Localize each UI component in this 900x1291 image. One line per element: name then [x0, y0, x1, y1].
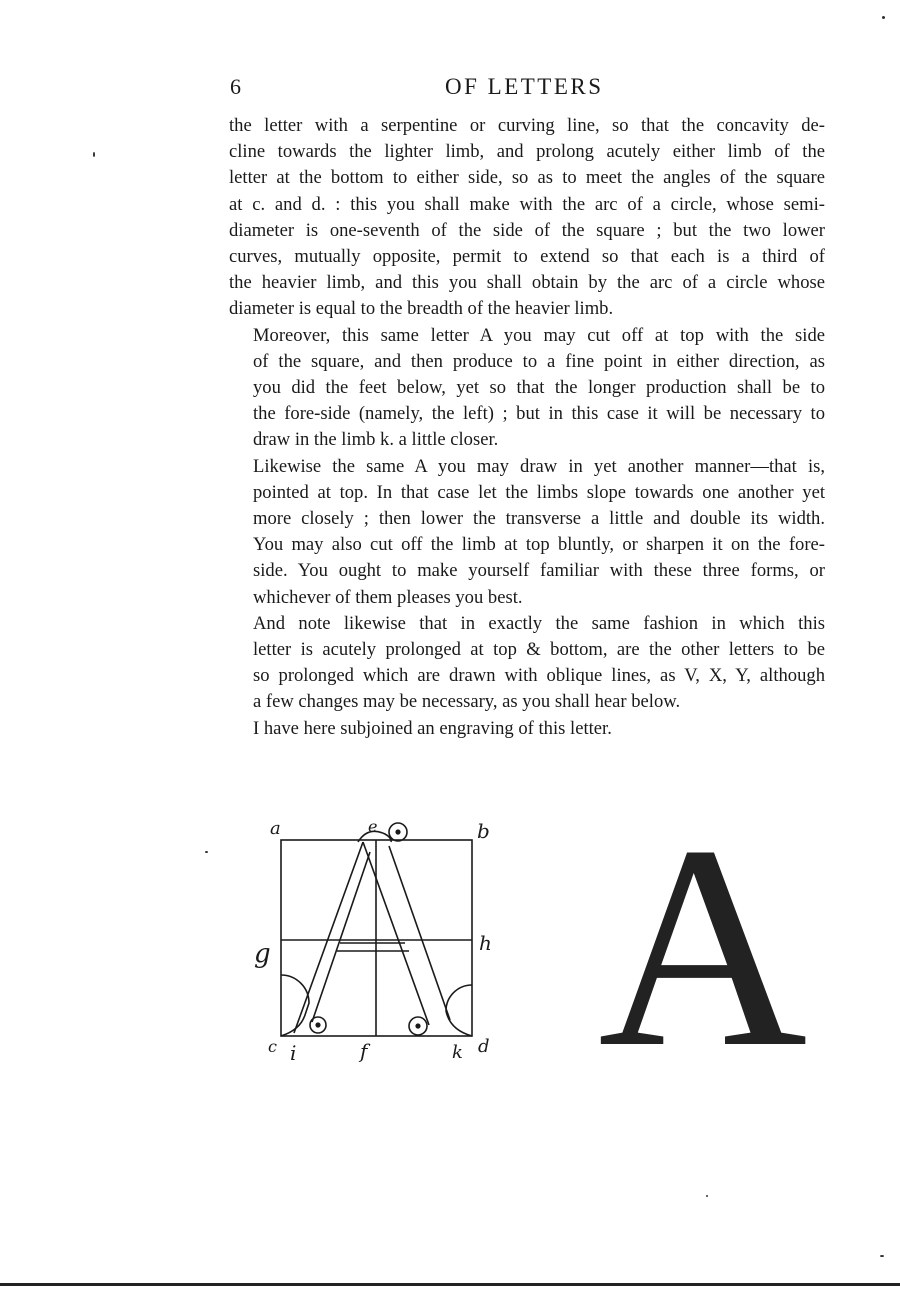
- paragraph-4: [229, 611, 825, 716]
- speck: [706, 1195, 708, 1197]
- figure-labels: [254, 817, 492, 1065]
- speck: [205, 851, 208, 853]
- text-line: a few changes may be necessary, as you shall hear below.: [253, 691, 681, 713]
- text-line: I have here subjoined an engraving of this letter.: [253, 717, 612, 739]
- left-limb-outer: [294, 842, 363, 1033]
- text-line: Likewise the same A you may draw in yet another manner—that is,: [253, 455, 825, 477]
- paragraph-5: [229, 716, 825, 742]
- right-foot-circle: [409, 1017, 427, 1035]
- text-line: side. You ought to make yourself familiar with these three forms, or: [253, 560, 825, 582]
- text-line: whichever of them pleases you best.: [253, 586, 523, 608]
- label-h: h: [479, 931, 492, 955]
- text-line: letter at the bottom to either side, so as to meet the angles of the square: [229, 167, 825, 189]
- top-small-circle: [389, 823, 407, 841]
- text-line: diameter is one-seventh of the side of the square ; but the two lower: [229, 219, 825, 241]
- right-limb-inner: [389, 846, 450, 1020]
- running-head: OF LETTERS: [445, 74, 604, 99]
- text-line: diameter is equal to the breadth of the heavier limb.: [229, 298, 614, 320]
- speck: [880, 1255, 884, 1257]
- text-line: cline towards the lighter limb, and prolong acutely either limb of the: [229, 141, 825, 163]
- label-f: f: [360, 1039, 368, 1063]
- text-line: And note likewise that in exactly the same fashion in which this: [253, 612, 825, 634]
- label-k: k: [452, 1042, 463, 1063]
- label-g: g: [254, 939, 271, 969]
- speck: [882, 16, 885, 19]
- label-b: b: [477, 819, 490, 843]
- right-limb-outer: [363, 842, 429, 1025]
- label-c: c: [268, 1037, 277, 1056]
- body-text: [229, 113, 825, 742]
- page-number: 6: [230, 74, 242, 99]
- text-line: at c. and d. : this you shall make with the arc of a circle, whose semi-: [229, 193, 825, 215]
- label-a: a: [270, 818, 281, 839]
- text-line: letter is acutely prolonged at top & bottom, are the other letters to be: [253, 639, 825, 661]
- text-line: you did the feet below, yet so that the longer production shall be to: [253, 377, 825, 399]
- text-line: so prolonged which are drawn with oblique lines, as V, X, Y, although: [253, 665, 825, 687]
- text-line: more closely ; then lower the transverse a little and double its width.: [253, 508, 825, 530]
- top-serpentine: [358, 831, 391, 842]
- construction-square: [281, 840, 472, 1036]
- text-line: the fore-side (namely, the left) ; but in this case it will be necessary to: [253, 403, 825, 425]
- left-foot-curve: [281, 975, 309, 1036]
- paragraph-1: [229, 113, 825, 323]
- text-line: draw in the limb k. a little closer.: [253, 429, 499, 451]
- left-foot-circle: [310, 1017, 326, 1033]
- text-line: curves, mutually opposite, permit to extend so that each is a third of: [229, 246, 825, 268]
- right-foot-curve: [446, 985, 472, 1036]
- label-d: d: [478, 1036, 490, 1057]
- paragraph-2: [229, 323, 825, 454]
- text-line: You may also cut off the limb at top bluntly, or sharpen it on the fore-: [253, 534, 825, 556]
- construction-diagram: [281, 823, 472, 1036]
- paragraph-3: [229, 454, 825, 611]
- text-line: the letter with a serpentine or curving line, so that the concavity de-: [229, 115, 825, 136]
- speck: [93, 152, 95, 157]
- text-line: pointed at top. In that case let the limbs slope towards one another yet: [253, 481, 825, 503]
- text-line: Moreover, this same letter A you may cut off at top with the side: [253, 324, 825, 346]
- specimen-letter: A: [598, 786, 808, 1107]
- text-line: the heavier limb, and this you shall obtain by the arc of a circle whose: [229, 272, 825, 294]
- label-e: e: [368, 817, 378, 836]
- text-line: of the square, and then produce to a fine point in either direction, as: [253, 350, 825, 372]
- label-i: i: [290, 1041, 297, 1065]
- page-bottom-edge: [0, 1283, 900, 1286]
- left-limb-inner: [312, 852, 370, 1022]
